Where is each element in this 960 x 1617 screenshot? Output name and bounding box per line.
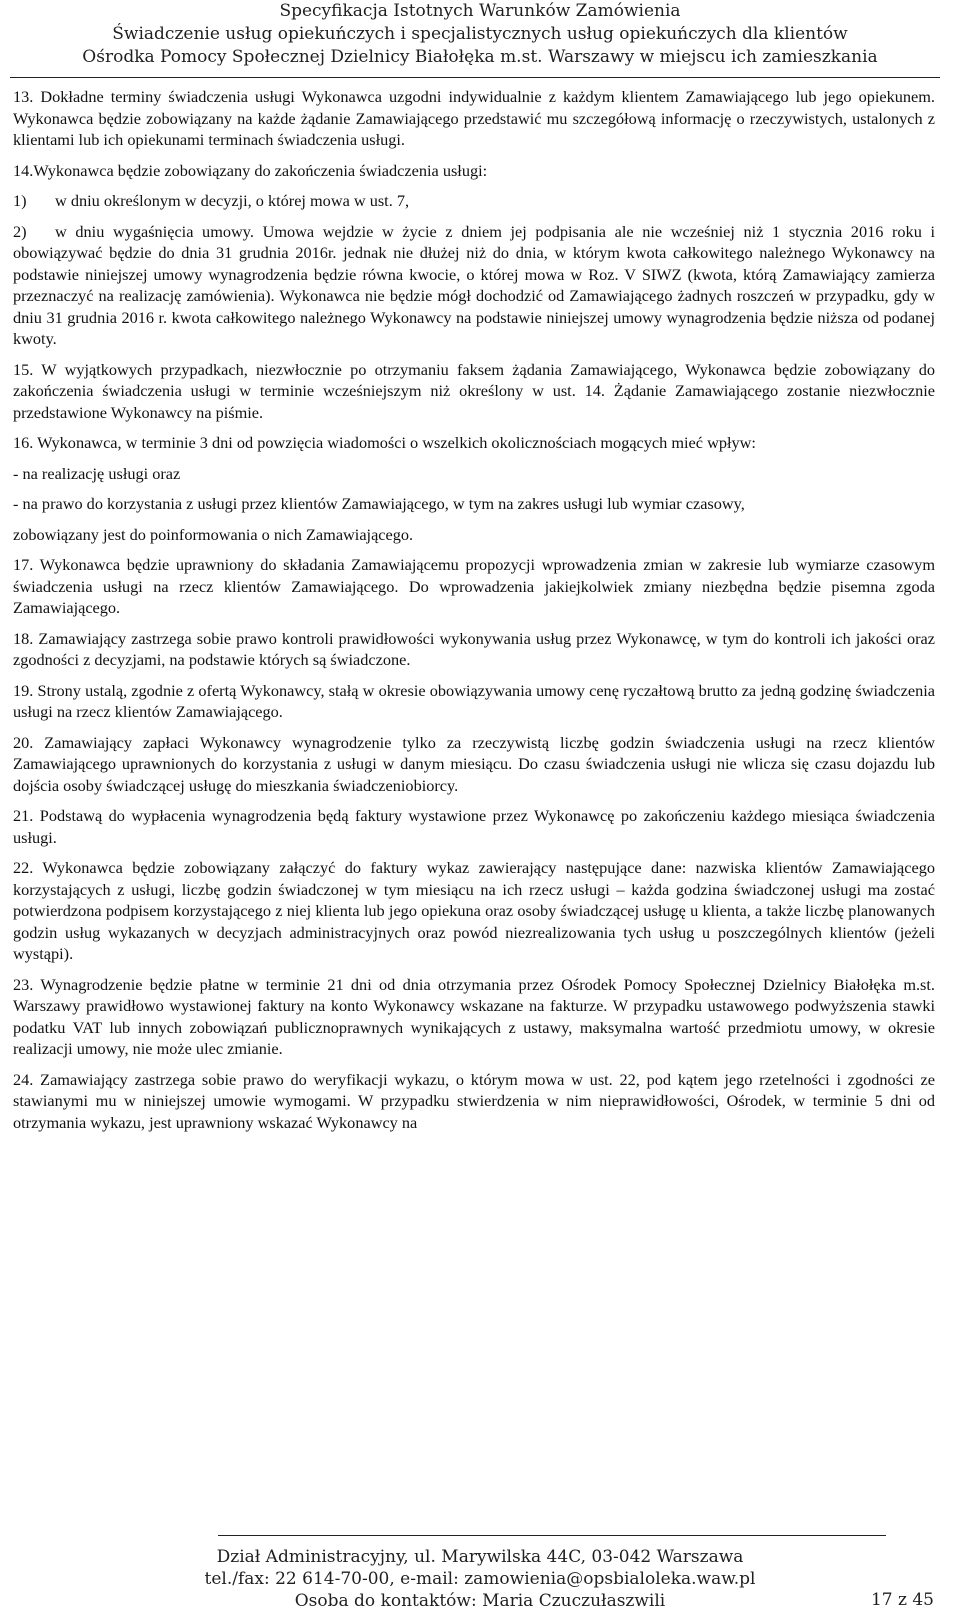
list-item-text: w dniu wygaśnięcia umowy. xyxy=(55,221,254,241)
paragraph-15: 15. W wyjątkowych przypadkach, niezwłocznie po otrzymaniu faksem żądania Zamawiającego, Wykonawca będzie zobowiązany do zakończenia świadczenia usługi w terminie wcześniejszym niż określony w ust. 14. Żądanie Zamawiającego zostanie niezwłocznie przedstawione Wykonawcy na piśmie. xyxy=(13,359,935,422)
list-item-2-with-continuation xyxy=(13,221,935,350)
paragraph-23: 23. Wynagrodzenie będzie płatne w terminie 21 dni od dnia otrzymania przez Ośrodek Pomocy Społecznej Dzielnicy Białołęka m.st. Warszawy prawidłowo wystawionej faktury na konto Wykonawcy wskazane na fakturze. W przypadku ustawowego podwyższenia stawki podatku VAT lub innych zobowiązań publicznoprawnych wynikających z ustawy, maksymalna wartość przedmiotu umowy, w okresie realizacji umowy, nie może ulec zmianie. xyxy=(13,974,935,1058)
paragraph-16-bullet-2: - na prawo do korzystania z usługi przez klientów Zamawiającego, w tym na zakres usługi lub wymiar czasowy, xyxy=(13,494,745,513)
list-item-number: 2) xyxy=(13,221,27,241)
footer-contact-person: Osoba do kontaktów: Maria Czuczułaszwili xyxy=(294,1591,666,1611)
header-title: Specyfikacja Istotnych Warunków Zamówienia xyxy=(279,1,681,21)
paragraph-20: 20. Zamawiający zapłaci Wykonawcy wynagrodzenie tylko za rzeczywistą liczbę godzin świadczenia usługi na rzecz klientów Zamawiającego uprawnionych do korzystania z usługi w danym miesiącu. Do czasu świadczenia usługi nie wlicza się czasu dojazdu lub dojścia osoby świadczącej usługę do mieszkania świadczeniobiorcy. xyxy=(13,732,935,795)
paragraph-14: 14.Wykonawca będzie zobowiązany do zakończenia świadczenia usługi: xyxy=(13,160,488,180)
paragraph-18: 18. Zamawiający zastrzega sobie prawo kontroli prawidłowości wykonywania usług przez Wykonawcę, w tym do kontroli ich jakości oraz zgodności z decyzjami, na podstawie których są świadczone. xyxy=(13,628,935,669)
footer-address: Dział Administracyjny, ul. Marywilska 44C, 03-042 Warszawa xyxy=(216,1547,744,1567)
footer-rule xyxy=(218,1535,886,1536)
paragraph-22: 22. Wykonawca będzie zobowiązany załączyć do faktury wykaz zawierający następujące dane: nazwiska klientów Zamawiającego korzystających z usługi, liczbę godzin świadczonej w tym miesiącu na ich rzecz usługi – każda godzina świadczonej usługi ma zostać potwierdzona podpisem korzystającego z niej klienta lub jego opiekuna oraz osoby świadczącej usługę u klienta, a także liczbę planowanych godzin usług wykazanych w decyzjach administracyjnych oraz powód niezrealizowania tych usług u poszczególnych klientów (jeżeli wystąpi). xyxy=(13,858,935,963)
list-item xyxy=(13,190,935,212)
document-body xyxy=(13,86,935,1142)
list-item-text: w dniu określonym w decyzji, o której mowa w ust. 7, xyxy=(55,191,410,210)
paragraph-17: 17. Wykonawca będzie uprawniony do składania Zamawiającemu propozycji wprowadzenia zmian w zakresie lub wymiarze czasowym świadczenia usługi na rzecz klientów Zamawiającego. Do wprowadzenia jakiejkolwiek zmiany niezbędna będzie pisemna zgoda Zamawiającego. xyxy=(13,555,935,617)
footer-contact: tel./fax: 22 614-70-00, e-mail: zamowienia@opsbialoleka.waw.pl xyxy=(204,1569,756,1589)
paragraph-14-continuation: Umowa wejdzie w życie z dniem jej podpisania ale nie wcześniej niż 1 stycznia 2016 roku i obowiązywać będzie do dnia 31 grudnia 2016r. jednak nie dłużej niż do dnia, w którym kwota całkowitego należnego Wykonawcy na podstawie niniejszej umowy wynagrodzenia będzie równa kwocie, o której mowa w Roz. V SIWZ (kwota, którą Zamawiający zamierza przeznaczyć na realizację zamówienia). Wykonawca nie będzie mógł dochodzić od Zamawiającego żadnych roszczeń w przypadku, gdy w dniu 31 grudnia 2016 r. kwota całkowitego należnego Wykonawcy na podstawie niniejszej umowy wynagrodzenia będzie niższa od podanej kwoty. xyxy=(13,221,935,348)
paragraph-13: 13. Dokładne terminy świadczenia usługi Wykonawca uzgodni indywidualnie z każdym klientem Zamawiającego lub jego opiekunem. Wykonawca będzie zobowiązany na każde żądanie Zamawiającego przedstawić mu szczegółową informację o rzeczywistych, ustalonych z klientami lub ich opiekunami terminach świadczenia usługi. xyxy=(13,87,935,149)
paragraph-16-tail: zobowiązany jest do poinformowania o nich Zamawiającego. xyxy=(13,524,414,544)
paragraph-21: 21. Podstawą do wypłacenia wynagrodzenia będą faktury wystawione przez Wykonawcę po zakończeniu każdego miesiąca świadczenia usługi. xyxy=(13,806,935,847)
paragraph-19: 19. Strony ustalą, zgodnie z ofertą Wykonawcy, stałą w okresie obowiązywania umowy cenę ryczałtową brutto za jedną godzinę świadczenia usługi na rzecz klientów Zamawiającego. xyxy=(13,680,935,721)
page-number: 17 z 45 xyxy=(870,1590,934,1610)
paragraph-16: 16. Wykonawca, w terminie 3 dni od powzięcia wiadomości o wszelkich okolicznościach mogących mieć wpływ: xyxy=(13,433,756,452)
page-header xyxy=(0,0,960,69)
paragraph-24: 24. Zamawiający zastrzega sobie prawo do weryfikacji wykazu, o którym mowa w ust. 22, pod kątem jego rzetelności i zgodności ze stawianymi mu w niniejszej umowie wymogami. W przypadku stwierdzenia w nim nieprawidłowości, Ośrodek, w terminie 5 dni od otrzymania wykazu, jest uprawniony wskazać Wykonawcy na xyxy=(13,1069,935,1132)
header-rule xyxy=(10,77,940,78)
header-subtitle-1: Świadczenie usług opiekuńczych i specjalistycznych usług opiekuńczych dla klientów xyxy=(112,24,848,44)
list-item-number: 1) xyxy=(13,191,27,210)
paragraph-16-bullet-1: - na realizację usługi oraz xyxy=(13,463,181,483)
page-footer xyxy=(0,1546,960,1612)
header-subtitle-2: Ośrodka Pomocy Społecznej Dzielnicy Białołęka m.st. Warszawy w miejscu ich zamieszkania xyxy=(82,47,878,67)
